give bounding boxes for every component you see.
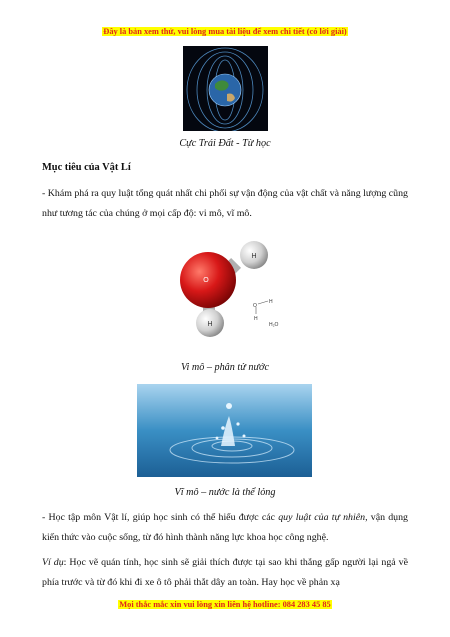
paragraph-example bbox=[42, 553, 408, 592]
preview-notice-banner bbox=[0, 26, 450, 37]
section-title: Mục tiêu của Vật Lí bbox=[42, 162, 131, 173]
hotline-banner bbox=[0, 599, 450, 610]
paragraph-study-emphasis: quy luật của tự nhiên bbox=[278, 512, 366, 523]
paragraph-study bbox=[42, 508, 408, 547]
atom-h2-label: H bbox=[207, 321, 213, 328]
paragraph-goal bbox=[42, 184, 408, 223]
formula-label: H₂O bbox=[269, 322, 279, 328]
atom-h-label: H bbox=[251, 253, 257, 260]
paragraph-study-text-b: , vận dụng kiến thức vào cuộc sống, từ đó hình thành năng lực khoa học công nghệ. bbox=[42, 512, 408, 543]
earth-magnetic-image bbox=[183, 46, 268, 131]
molecule-caption: Vi mô – phân tử nước bbox=[181, 362, 269, 373]
hotline-text: Mọi thắc mắc xin vui lòng xin liên hệ hotline: 084 283 45 85 bbox=[119, 600, 331, 609]
paragraph-goal-text: - Khám phá ra quy luật tổng quát nhất chi phối sự vận động của vật chất và năng lượng cũng như tương tác của chúng ở mọi cấp độ: vi mô, vĩ mô. bbox=[42, 188, 408, 219]
diagram-h1-label: H bbox=[269, 299, 273, 305]
paragraph-study-text-a: - Học tập môn Vật lí, giúp học sinh có thể hiểu được các bbox=[42, 512, 279, 523]
water-caption: Vĩ mô – nước là thể lỏng bbox=[174, 487, 276, 498]
water-splash-image bbox=[137, 384, 312, 477]
paragraph-example-text: : Học vẽ quán tính, học sinh sẽ giải thích được tại sao khi thắng gấp người lại ngả về phía trước và từ đó khi đi xe ô tô phải thắt dây an toàn. Hay học về phản xạ bbox=[42, 557, 408, 588]
preview-notice-text: Đây là bản xem thử, vui lòng mua tài liệu để xem chi tiết (có lời giải) bbox=[103, 27, 347, 36]
diagram-h2-label: H bbox=[254, 316, 258, 322]
example-label: Ví dụ bbox=[42, 557, 64, 568]
water-molecule-image bbox=[170, 238, 285, 348]
atom-o-label: O bbox=[203, 277, 209, 284]
earth-caption: Cực Trái Đất - Từ học bbox=[179, 138, 271, 149]
diagram-o-label: O bbox=[253, 303, 257, 309]
